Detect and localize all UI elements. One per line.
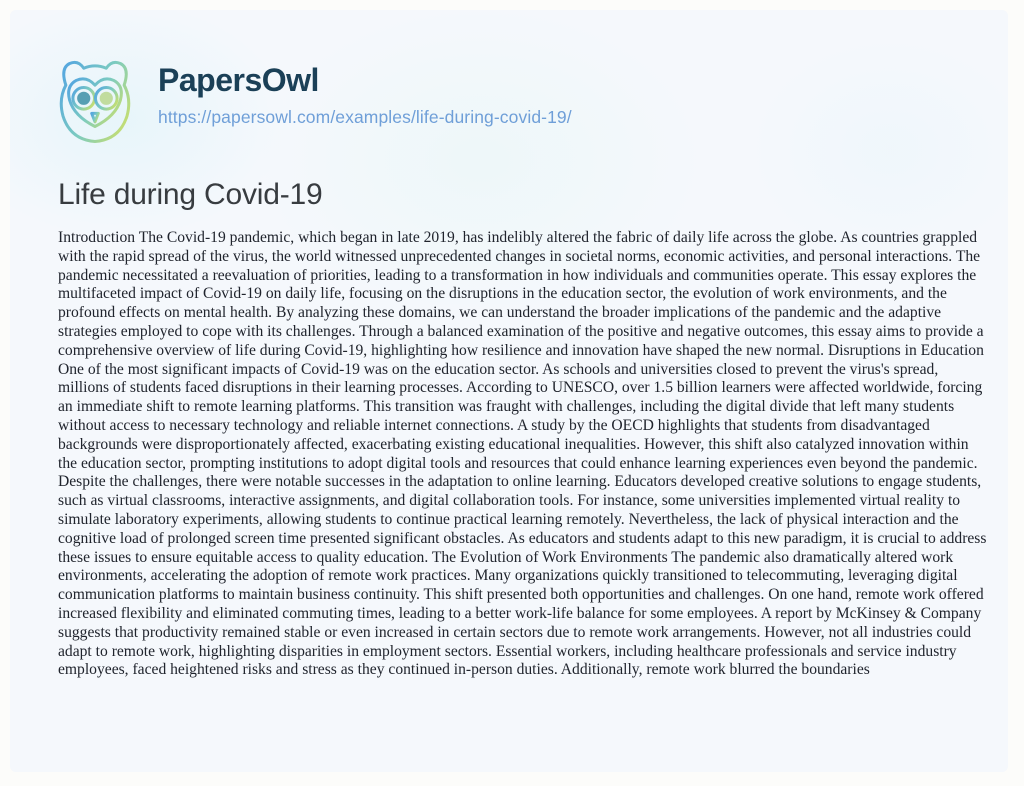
source-url-link[interactable]: https://papersowl.com/examples/life-during-covid-19/	[158, 106, 572, 127]
site-header	[48, 56, 572, 150]
brand-name: PapersOwl	[158, 62, 319, 98]
owl-icon	[48, 56, 142, 150]
essay-body-text: Introduction The Covid-19 pandemic, which began in late 2019, has indelibly altered the fabric of daily life across the globe. As countries grappled with the rapid spread of the virus, the world witnessed unprecedented changes in societal norms, economic activities, and personal interactions. The pandemic necessitated a reevaluation of priorities, leading to a transformation in how individuals and communities operate. This essay explores the multifaceted impact of Covid-19 on daily life, focusing on the disruptions in the education sector, the evolution of work environments, and the profound effects on mental health. By analyzing these domains, we can understand the broader implications of the pandemic and the adaptive strategies employed to cope with its challenges. Through a balanced examination of the positive and negative outcomes, this essay aims to provide a comprehensive overview of life during Covid-19, highlighting how resilience and innovation have shaped the new normal. Disruptions in Education One of the most significant impacts of Covid-19 was on the education sector. As schools and universities closed to prevent the virus's spread, millions of students faced disruptions in their learning processes. According to UNESCO, over 1.5 billion learners were affected worldwide, forcing an immediate shift to remote learning platforms. This transition was fraught with challenges, including the digital divide that left many students without access to necessary technology and reliable internet connections. A study by the OECD highlights that students from disadvantaged backgrounds were disproportionately affected, exacerbating existing educational inequalities. However, this shift also catalyzed innovation within the education sector, prompting institutions to adopt digital tools and resources that could enhance learning experiences even beyond the pandemic. Despite the challenges, there were notable successes in the adaptation to online learning. Educators developed creative solutions to engage students, such as virtual classrooms, interactive assignments, and digital collaboration tools. For instance, some universities implemented virtual reality to simulate laboratory experiments, allowing students to continue practical learning remotely. Nevertheless, the lack of physical interaction and the cognitive load of prolonged screen time presented significant obstacles. As educators and students adapt to this new paradigm, it is crucial to address these issues to ensure equitable access to quality education. The Evolution of Work Environments The pandemic also dramatically altered work environments, accelerating the adoption of remote work practices. Many organizations quickly transitioned to telecommuting, leveraging digital communication platforms to maintain business continuity. This shift presented both opportunities and challenges. On one hand, remote work offered increased flexibility and eliminated commuting times, leading to a better work-life balance for some employees. A report by McKinsey & Company suggests that productivity remained stable or even increased in certain sectors due to remote work arrangements. However, not all industries could adapt to remote work, highlighting disparities in employment sectors. Essential workers, including healthcare professionals and service industry employees, faced heightened risks and stress as they continued in-person duties. Additionally, remote work blurred the boundaries	[58, 229, 987, 679]
essay-title: Life during Covid-19	[58, 178, 323, 211]
brand-text-block	[158, 56, 572, 128]
content-card	[10, 10, 1008, 772]
